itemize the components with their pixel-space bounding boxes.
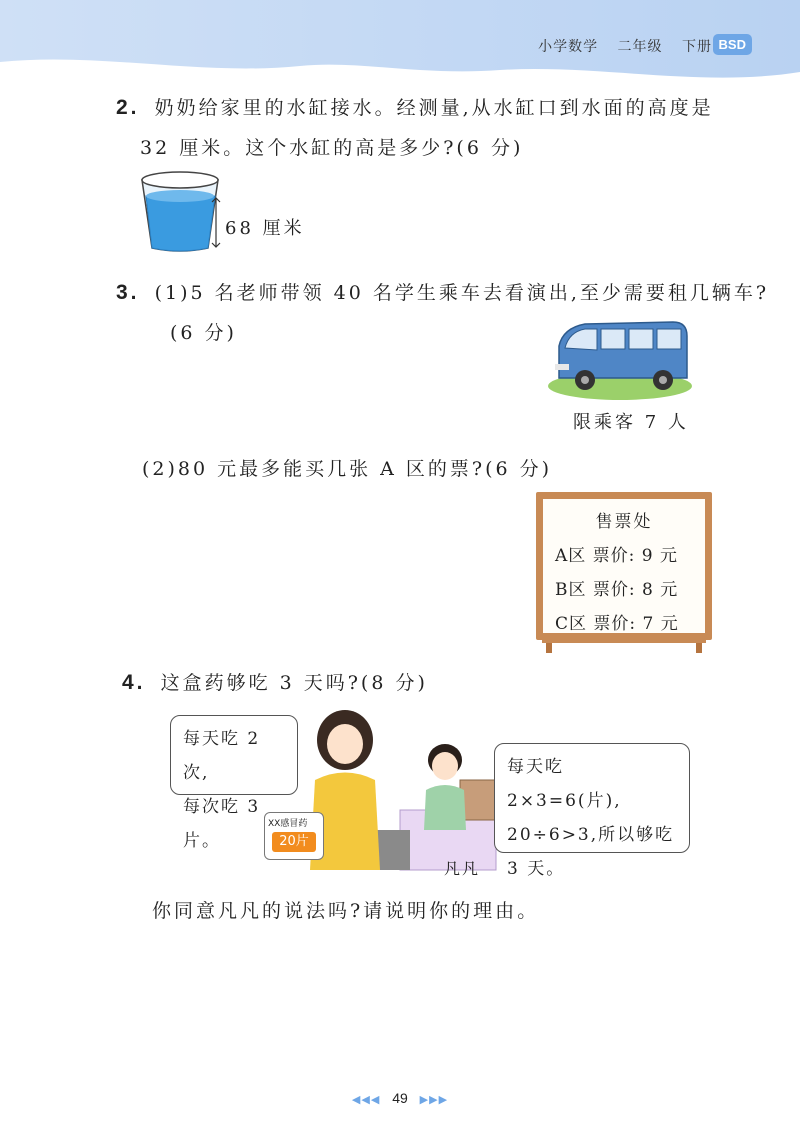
ticket-board-title: 售票处	[595, 512, 653, 532]
ticket-row-b: B区 票价: 8 元	[555, 580, 679, 600]
q3-part1-line2: (6 分)	[170, 322, 237, 344]
next-arrows-icon: ▶▶▶	[419, 1094, 449, 1106]
water-bucket-illustration	[138, 170, 228, 255]
mother-bubble-line1: 每天吃 2 次,	[183, 729, 261, 783]
child-name-label: 凡凡	[444, 859, 481, 878]
medicine-count: 20片	[272, 832, 316, 852]
q3-part2: (2)80 元最多能买几张 A 区的票?(6 分)	[142, 458, 553, 480]
child-bubble-line1: 每天吃 2×3=6(片),	[507, 757, 622, 811]
page-footer	[0, 1090, 800, 1106]
ticket-board-frame	[536, 492, 712, 640]
water-height-label: 68 厘米	[225, 218, 305, 239]
medicine-box	[264, 812, 324, 860]
page-number: 49	[392, 1090, 408, 1106]
q4-number: 4.	[122, 671, 146, 694]
header-subject: 小学数学	[538, 39, 599, 55]
q4-follow-up: 你同意凡凡的说法吗?请说明你的理由。	[152, 900, 540, 922]
ticket-row-a: A区 票价: 9 元	[555, 546, 679, 566]
child-speech-bubble	[494, 743, 690, 879]
q2-line2: 32 厘米。这个水缸的高是多少?(6 分)	[140, 137, 524, 159]
header-volume: 下册	[682, 39, 712, 55]
q3-number: 3.	[116, 281, 140, 304]
ticket-board-stand	[542, 637, 706, 653]
q2-text-line1: 奶奶给家里的水缸接水。经测量,从水缸口到水面的高度是	[154, 97, 714, 119]
edition-badge: BSD	[713, 34, 752, 55]
ticket-row-c: C区 票价: 7 元	[555, 614, 679, 634]
q2-number: 2.	[116, 96, 140, 119]
q2-line1	[116, 93, 714, 120]
prev-arrows-icon: ◀◀◀	[351, 1094, 381, 1106]
medicine-name: XX感冒药	[268, 819, 308, 829]
header-title	[524, 36, 712, 56]
bus-capacity-label: 限乘客 7 人	[573, 412, 689, 433]
q4-question: 这盒药够吃 3 天吗?(8 分)	[160, 672, 428, 694]
header-grade: 二年级	[617, 39, 663, 55]
child-bubble-line3: 3 天。	[507, 859, 566, 879]
q3-part1-line1	[116, 278, 769, 305]
mother-bubble-line2: 每次吃 3 片。	[183, 797, 261, 851]
minibus-illustration	[545, 314, 695, 404]
child-bubble-line2: 20÷6>3,所以够吃	[507, 825, 675, 845]
ticket-board	[536, 492, 712, 660]
q4-line	[122, 668, 428, 695]
q3-part1-text: (1)5 名老师带领 40 名学生乘车去看演出,至少需要租几辆车?	[154, 282, 770, 304]
